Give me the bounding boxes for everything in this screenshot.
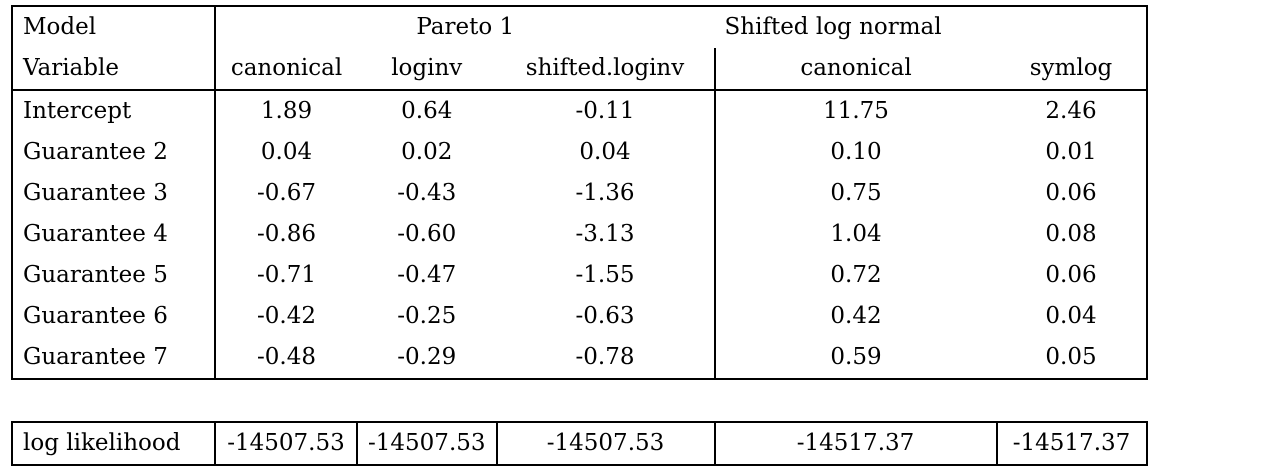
row-label: Guarantee 7 [12, 337, 215, 379]
table-cell: 0.10 [715, 132, 997, 173]
table-cell: -14517.37 [715, 422, 997, 465]
table-cell: 0.42 [715, 296, 997, 337]
table-row [12, 255, 1147, 296]
table-cell: -0.67 [215, 173, 357, 214]
column-header: shifted.loginv [497, 48, 715, 90]
table-cell: 0.06 [997, 173, 1147, 214]
table-cell: -0.86 [215, 214, 357, 255]
variable-label: Variable [12, 48, 215, 90]
table-cell: -0.48 [215, 337, 357, 379]
regression-table [11, 5, 1148, 466]
table-row [12, 90, 1147, 132]
regression-table-container [11, 5, 1148, 466]
group-header-pareto: Pareto 1 [215, 6, 715, 48]
row-label: Guarantee 5 [12, 255, 215, 296]
header-row-variable [12, 48, 1147, 90]
model-label: Model [12, 6, 215, 48]
table-cell: -0.29 [357, 337, 497, 379]
table-cell: -0.43 [397, 180, 457, 206]
row-label: log likelihood [12, 422, 215, 465]
row-label: Intercept [12, 90, 215, 132]
table-cell: 0.01 [997, 132, 1147, 173]
table-cell: 0.64 [401, 98, 453, 124]
table-cell: 0.02 [401, 139, 453, 165]
table-row [12, 214, 1147, 255]
table-cell: 0.08 [997, 214, 1147, 255]
table-cell: -14517.37 [997, 422, 1147, 465]
table-cell: 0.59 [715, 337, 997, 379]
column-header: loginv [357, 48, 497, 90]
table-cell: 1.04 [715, 214, 997, 255]
table-cell: -0.47 [397, 262, 457, 288]
column-header: canonical [215, 48, 357, 90]
table-cell: 0.04 [215, 132, 357, 173]
table-cell: 2.46 [997, 90, 1147, 132]
header-row-model [12, 6, 1147, 48]
table-cell: -0.25 [397, 303, 457, 329]
column-header: canonical [715, 48, 997, 90]
table-cell: -0.78 [497, 337, 715, 379]
table-row [12, 296, 1147, 337]
table-cell: 0.05 [997, 337, 1147, 379]
table-cell: -0.60 [397, 221, 457, 247]
table-cell: -0.42 [215, 296, 357, 337]
table-cell: 0.72 [715, 255, 997, 296]
table-cell: -14507.53 [215, 422, 357, 465]
log-likelihood-row [12, 422, 1147, 465]
table-row [12, 132, 1147, 173]
table-cell: 0.04 [497, 132, 715, 173]
table-cell: -14507.53 [357, 422, 497, 465]
table-cell: 0.06 [997, 255, 1147, 296]
table-cell: -1.36 [497, 173, 715, 214]
table-cell: -0.11 [497, 90, 715, 132]
table-spacer [12, 379, 1147, 422]
row-label: Guarantee 6 [12, 296, 215, 337]
table-cell: 11.75 [715, 90, 997, 132]
table-cell: -1.55 [497, 255, 715, 296]
column-header: symlog [997, 48, 1147, 90]
table-cell: -0.63 [497, 296, 715, 337]
table-cell: -0.71 [215, 255, 357, 296]
table-cell: 1.89 [215, 90, 357, 132]
table-cell: 0.04 [997, 296, 1147, 337]
table-row [12, 337, 1147, 379]
table-row [12, 173, 1147, 214]
row-label: Guarantee 4 [12, 214, 215, 255]
table-cell: -3.13 [497, 214, 715, 255]
table-cell: 0.75 [715, 173, 997, 214]
row-label: Guarantee 3 [12, 173, 215, 214]
group-header-shifted-log-normal: Shifted log normal [715, 6, 1147, 48]
table-cell: -14507.53 [497, 422, 715, 465]
row-label: Guarantee 2 [12, 132, 215, 173]
